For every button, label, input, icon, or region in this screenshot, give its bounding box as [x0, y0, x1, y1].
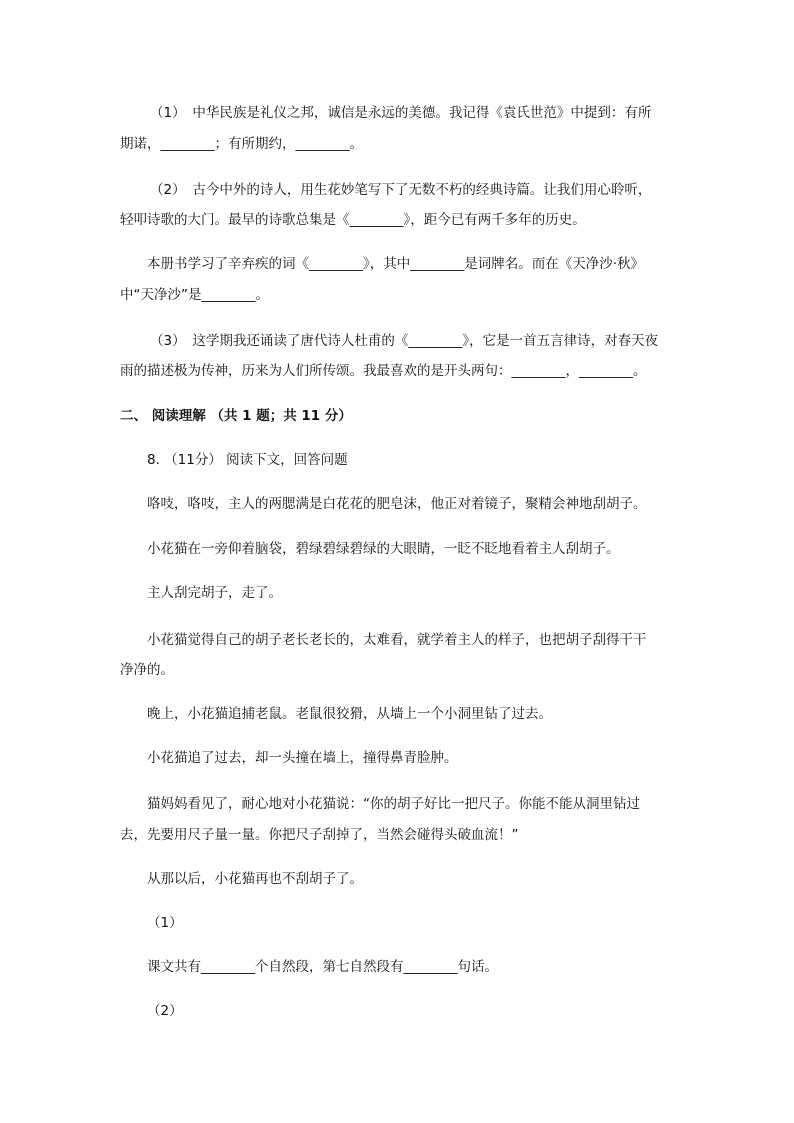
q2-line-2: 轻叩诗歌的大门。最早的诗歌总集是《________》，距今已有两千多年的历史。: [120, 212, 586, 228]
section-2-heading: 二、 阅读理解 （共 1 题；共 11 分）: [120, 408, 352, 424]
passage-paragraph-4-line-2: 净净的。: [120, 662, 174, 678]
passage-paragraph-7-line-2: 去，先要用尺子量一量。你把尺子刮掉了，当然会碰得头破血流！”: [120, 827, 519, 843]
passage-paragraph-8: 从那以后，小花猫再也不刮胡子了。: [147, 871, 363, 887]
passage-paragraph-7-line-1: 猫妈妈看见了，耐心地对小花猫说：“你的胡子好比一把尺子。你能不能从洞里钻过: [147, 796, 640, 812]
q3-line-1: （3） 这学期我还诵读了唐代诗人杜甫的《________》，它是一首五言律诗，对春天夜: [150, 333, 659, 349]
q8-intro: 8. （11分） 阅读下文，回答问题: [147, 452, 348, 468]
passage-paragraph-3: 主人刮完胡子，走了。: [147, 585, 282, 601]
passage-paragraph-4-line-1: 小花猫觉得自己的胡子老长老长的，太难看，就学着主人的样子，也把胡子刮得干干: [147, 632, 647, 648]
q2-line-3: 本册书学习了辛弃疾的词《________》，其中________是词牌名。而在《天净沙·秋》: [147, 256, 645, 272]
passage-paragraph-1: 咯吱，咯吱，主人的两腮满是白花花的肥皂沫，他正对着镜子，聚精会神地刮胡子。: [147, 496, 647, 512]
sub-question-1-text: 课文共有________个自然段，第七自然段有________句话。: [147, 959, 498, 975]
passage-paragraph-6: 小花猫追了过去，却一头撞在墙上，撞得鼻青脸肿。: [147, 750, 458, 766]
passage-paragraph-5: 晚上，小花猫追捕老鼠。老鼠很狡猾，从墙上一个小洞里钻了过去。: [147, 706, 552, 722]
q2-line-1: （2） 古今中外的诗人，用生花妙笔写下了无数不朽的经典诗篇。让我们用心聆听，: [150, 182, 652, 198]
q3-line-2: 雨的描述极为传神，历来为人们所传颂。我最喜欢的是开头两句：________，________。: [120, 363, 647, 379]
q1-line-1: （1） 中华民族是礼仪之邦，诚信是永远的美德。我记得《袁氏世范》中提到：有所: [150, 105, 652, 121]
passage-paragraph-2: 小花猫在一旁仰着脑袋，碧绿碧绿碧绿的大眼睛，一眨不眨地看着主人刮胡子。: [147, 541, 620, 557]
q1-line-2: 期诺，________；有所期约，________。: [120, 136, 363, 152]
q2-line-4: 中“天净沙”是________。: [120, 287, 269, 303]
sub-question-2-label: （2）: [147, 1003, 183, 1019]
sub-question-1-label: （1）: [147, 915, 183, 931]
